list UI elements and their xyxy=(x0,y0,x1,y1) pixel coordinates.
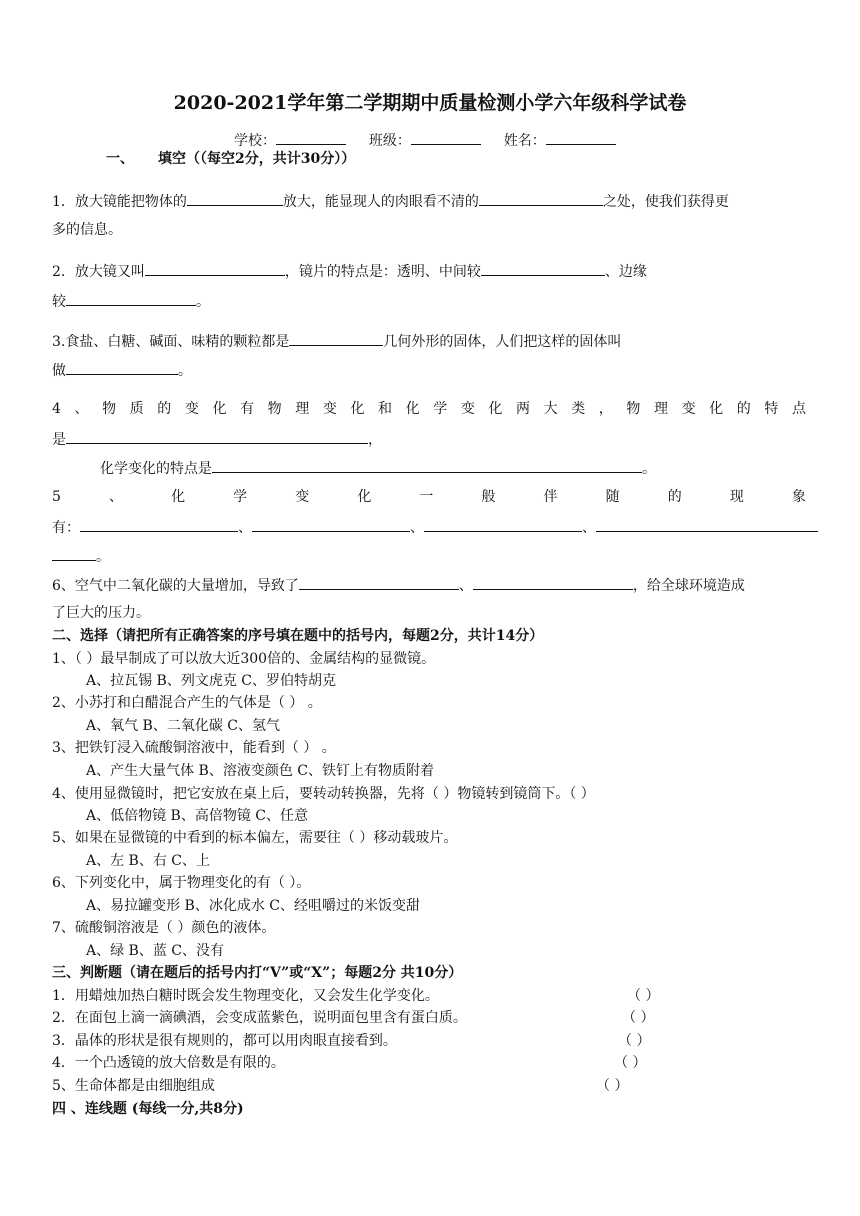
q4-line-1 xyxy=(52,400,806,418)
q4-text-c: ， xyxy=(368,432,382,448)
q5-char: 、 xyxy=(109,489,123,505)
mc-q4-options xyxy=(86,807,308,825)
section-3-heading xyxy=(52,964,462,982)
tf-item-text: 2．在面包上滴一滴碘酒，会变成蓝紫色，说明面包里含有蛋白质。 xyxy=(52,1010,467,1026)
q4-char: 化 xyxy=(405,401,420,417)
q6-text-b: 、 xyxy=(458,578,473,594)
mc-q1-options-text: A、拉瓦锡 B、列文虎克 C、罗伯特胡克 xyxy=(86,673,337,689)
q3-text-b: 几何外形的固体，人们把这样的固体叫 xyxy=(383,334,622,350)
tf-item-text: 5、生命体都是由细胞组成 xyxy=(52,1078,215,1094)
section-4-title: 四 、连线题 (每线一分,共8分) xyxy=(52,1101,244,1117)
q5-char: 一 xyxy=(419,489,434,505)
mc-q6-text: 6、下列变化中，属于物理变化的有（ ）。 xyxy=(52,875,311,891)
q2-blank-1[interactable] xyxy=(145,261,285,276)
page-title xyxy=(0,94,860,112)
q6-line-1 xyxy=(52,575,745,595)
q4-char: 化 xyxy=(350,401,365,417)
tf-item-4 xyxy=(52,1054,285,1072)
q5-char: 化 xyxy=(171,489,186,505)
q4-char: 物 xyxy=(626,401,641,417)
q4-line-2 xyxy=(52,429,382,449)
mc-q3-options-text: A、产生大量气体 B、溶液变颜色 C、铁钉上有物质附着 xyxy=(86,763,435,779)
tf-item-text: 1．用蜡烛加热白糖时既会发生物理变化，又会发生化学变化。 xyxy=(52,988,439,1004)
school-blank[interactable] xyxy=(276,130,346,145)
q5-sep-2: 、 xyxy=(410,520,424,536)
q5-blank-3[interactable] xyxy=(424,517,582,532)
tf-item-5 xyxy=(52,1077,215,1095)
q4-char: 有 xyxy=(240,401,255,417)
q4-blank-1[interactable] xyxy=(66,429,368,444)
q5-sep-1: 、 xyxy=(238,520,252,536)
q4-char: 学 xyxy=(433,401,448,417)
q3-text-a: 3.食盐、白糖、碱面、味精的颗粒都是 xyxy=(52,334,290,350)
q4-char: ， xyxy=(598,401,613,417)
q5-line-3 xyxy=(52,546,110,566)
section-1-heading xyxy=(106,150,355,168)
student-info-line xyxy=(234,130,616,150)
q3-text-d: 。 xyxy=(178,363,192,379)
tf-answer-bracket[interactable]: （ ） xyxy=(614,1055,647,1071)
section-1-num: 一、 xyxy=(106,151,134,167)
q5-char: 象 xyxy=(791,489,806,505)
mc-q6-options-text: A、易拉罐变形 B、冰化成水 C、经咀嚼过的米饭变甜 xyxy=(86,898,421,914)
q6-line-2 xyxy=(52,604,150,622)
section-4-heading xyxy=(52,1100,244,1118)
mc-q3-options xyxy=(86,762,434,780)
mc-q5-options xyxy=(86,852,210,870)
tf-item-text: 4．一个凸透镜的放大倍数是有限的。 xyxy=(52,1055,285,1071)
q4-text-e: 。 xyxy=(642,461,656,477)
q4-char: 大 xyxy=(543,401,558,417)
q3-blank-2[interactable] xyxy=(66,360,178,375)
mc-q1-options xyxy=(86,672,336,690)
q4-char: 化 xyxy=(488,401,503,417)
section-2-heading xyxy=(52,627,543,645)
q1-line-1 xyxy=(52,191,729,211)
tf-item-2 xyxy=(52,1009,467,1027)
q3-line-2 xyxy=(52,360,192,380)
mc-q5-options-text: A、左 B、右 C、上 xyxy=(86,853,211,869)
q4-char: 的 xyxy=(157,401,172,417)
q2-line-2 xyxy=(52,291,210,311)
q4-char: 物 xyxy=(267,401,282,417)
tf-answer-bracket[interactable]: （ ） xyxy=(622,1010,655,1026)
q2-text-b: ，镜片的特点是：透明、中间较 xyxy=(284,264,481,280)
q3-line-1 xyxy=(52,331,621,351)
q5-char: 化 xyxy=(357,489,372,505)
q1-text-a: 1．放大镜能把物体的 xyxy=(52,194,187,210)
q2-line-1 xyxy=(52,261,647,281)
q1-text-d: 多的信息。 xyxy=(52,222,122,238)
mc-q4 xyxy=(52,785,595,803)
q4-char: 和 xyxy=(378,401,393,417)
tf-item-3 xyxy=(52,1032,397,1050)
mc-q6 xyxy=(52,874,310,892)
q6-blank-1[interactable] xyxy=(299,575,459,590)
q5-blank-1[interactable] xyxy=(80,517,238,532)
q6-text-a: 6、空气中二氧化碳的大量增加，导致了 xyxy=(52,578,299,594)
q2-text-c: 、边缘 xyxy=(604,264,647,280)
mc-q2-text: 2、小苏打和白醋混合产生的气体是（ ） 。 xyxy=(52,695,322,711)
q1-line-2 xyxy=(52,221,122,239)
mc-q7-options-text: A、绿 B、蓝 C、没有 xyxy=(86,943,225,959)
q4-text-b: 是 xyxy=(52,432,66,448)
q4-text-d: 化学变化的特点是 xyxy=(100,461,212,477)
mc-q7-options xyxy=(86,942,224,960)
mc-q4-options-text: A、低倍物镜 B、高倍物镜 C、任意 xyxy=(86,808,309,824)
q5-char: 般 xyxy=(481,489,496,505)
q1-blank-1[interactable] xyxy=(187,191,283,206)
q4-line-3 xyxy=(100,458,656,478)
q1-text-b: 放大，能显现人的肉眼看不清的 xyxy=(282,194,479,210)
q4-char: 两 xyxy=(516,401,531,417)
q5-blank-4[interactable] xyxy=(596,517,818,532)
q4-char: 点 xyxy=(791,401,806,417)
class-label: 班级： xyxy=(368,133,411,149)
q2-blank-3[interactable] xyxy=(66,291,196,306)
name-blank[interactable] xyxy=(546,130,616,145)
q4-char: 4 xyxy=(52,401,61,417)
q5-line-1 xyxy=(52,488,806,506)
q4-char: 变 xyxy=(681,401,696,417)
mc-q5 xyxy=(52,829,457,847)
q2-blank-2[interactable] xyxy=(481,261,605,276)
q5-char: 变 xyxy=(295,489,310,505)
page-title-text: 2020-2021学年第二学期期中质量检测小学六年级科学试卷 xyxy=(173,92,687,114)
q5-char: 随 xyxy=(605,489,620,505)
section-1-title: 填空（（每空2分，共计30分）） xyxy=(158,151,356,167)
q5-line-2 xyxy=(52,517,818,537)
q4-char: 变 xyxy=(322,401,337,417)
q3-text-c: 做 xyxy=(52,363,66,379)
q4-char: 、 xyxy=(74,401,89,417)
tf-item-text: 3．晶体的形状是很有规则的，都可以用肉眼直接看到。 xyxy=(52,1033,397,1049)
mc-q4-text: 4、使用显微镜时，把它安放在桌上后，要转动转换器，先将（ ）物镜转到镜筒下。（ ） xyxy=(52,786,595,802)
q4-char: 物 xyxy=(102,401,117,417)
q4-char: 质 xyxy=(129,401,144,417)
class-blank[interactable] xyxy=(411,130,481,145)
q4-char: 类 xyxy=(571,401,586,417)
tf-answer-bracket[interactable]: （ ） xyxy=(596,1078,629,1094)
q5-char: 现 xyxy=(729,489,744,505)
q5-char: 学 xyxy=(233,489,248,505)
q5-blank-4-cont[interactable] xyxy=(52,546,96,561)
mc-q6-options xyxy=(86,897,420,915)
q3-blank-1[interactable] xyxy=(289,331,383,346)
tf-item-1 xyxy=(52,987,439,1005)
q6-blank-2[interactable] xyxy=(473,575,633,590)
tf-answer-bracket[interactable]: （ ） xyxy=(627,988,660,1004)
q6-text-c: ，给全球环境造成 xyxy=(632,578,745,594)
school-label: 学校： xyxy=(234,133,276,149)
q2-text-e: 。 xyxy=(196,294,210,310)
mc-q7 xyxy=(52,919,275,937)
q5-text-b: 有： xyxy=(52,520,80,536)
q4-char: 变 xyxy=(460,401,475,417)
mc-q1-text: 1、（ ）最早制成了可以放大近300倍的、金属结构的显微镜。 xyxy=(52,651,436,667)
mc-q5-text: 5、如果在显微镜的中看到的标本偏左，需要往（ ）移动载玻片。 xyxy=(52,830,458,846)
q4-char: 的 xyxy=(736,401,751,417)
q5-char: 5 xyxy=(52,489,61,505)
mc-q1 xyxy=(52,650,435,668)
q5-sep-3: 、 xyxy=(582,520,596,536)
mc-q2-options-text: A、氧气 B、二氧化碳 C、氢气 xyxy=(86,718,281,734)
mc-q7-text: 7、硫酸铜溶液是（ ）颜色的液体。 xyxy=(52,920,276,936)
q2-text-d: 较 xyxy=(52,294,66,310)
mc-q3 xyxy=(52,739,336,757)
q4-char: 化 xyxy=(212,401,227,417)
section-2-title: 二、选择（请把所有正确答案的序号填在题中的括号内，每题2分，共计14分） xyxy=(52,628,544,644)
q5-char: 伴 xyxy=(543,489,558,505)
q1-text-c: 之处，使我们获得更 xyxy=(602,194,729,210)
q4-blank-2[interactable] xyxy=(212,458,642,473)
q4-char: 变 xyxy=(184,401,199,417)
mc-q2-options xyxy=(86,717,280,735)
tf-answer-bracket[interactable]: （ ） xyxy=(618,1033,651,1049)
mc-q2 xyxy=(52,694,322,712)
q5-blank-2[interactable] xyxy=(252,517,410,532)
q4-char: 理 xyxy=(653,401,668,417)
name-label: 姓名： xyxy=(503,133,546,149)
q4-char: 特 xyxy=(764,401,779,417)
q6-text-d: 了巨大的压力。 xyxy=(52,605,150,621)
q5-text-c: 。 xyxy=(96,549,110,565)
q5-char: 的 xyxy=(667,489,682,505)
q2-text-a: 2．放大镜又叫 xyxy=(52,264,145,280)
q4-char: 化 xyxy=(709,401,724,417)
section-3-title: 三、判断题（请在题后的括号内打“V”或“X”；每题2分 共10分） xyxy=(52,965,463,981)
q4-char: 理 xyxy=(295,401,310,417)
mc-q3-text: 3、把铁钉浸入硫酸铜溶液中，能看到（ ） 。 xyxy=(52,740,336,756)
q1-blank-2[interactable] xyxy=(479,191,603,206)
